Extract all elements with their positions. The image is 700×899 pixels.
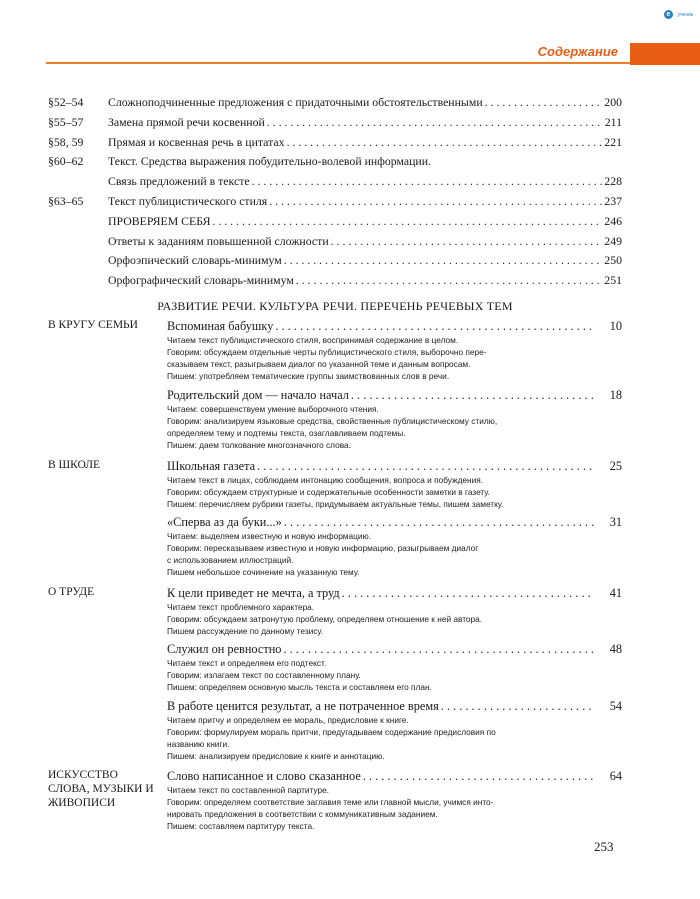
toc-title: Орфоэпический словарь-минимум xyxy=(108,253,282,268)
desc-line: Читаем текст публицистического стиля, воспринимая содержание в целом. xyxy=(167,335,459,345)
item-title: В работе ценится результат, а не потраченное время xyxy=(167,699,439,713)
desc-line: Читаем текст и определяем его подтекст. xyxy=(167,658,327,668)
desc-line: Говорим: определяем соответствие заглавия теме или главной мысли, учимся инто- xyxy=(167,796,494,807)
desc-line: Говорим: обсуждаем структурные и содержательные особенности заметки в газету. xyxy=(167,486,490,497)
toc-entry[interactable] xyxy=(48,192,622,212)
toc-page: 221 xyxy=(604,134,622,149)
desc-line: Читаем текст проблемного характера. xyxy=(167,602,315,612)
desc-line: Читаем текст в лицах, соблюдаем интонацию сообщения, вопроса и побуждения. xyxy=(167,475,484,485)
toc-title: Текст. Средства выражения побудительно-волевой информации. xyxy=(108,154,431,169)
desc-line: Читаем притчу и определяем ее мораль, предисловие к книге. xyxy=(167,715,409,725)
toc-title: Орфографический словарь-минимум xyxy=(108,273,294,288)
category-name: О ТРУДЕ xyxy=(48,586,95,598)
toc-entry[interactable] xyxy=(48,152,622,172)
desc-line: Пишем: употребляем тематические группы заимствованных слов в речи. xyxy=(167,370,450,381)
category-name: ИСКУССТВО СЛОВА, МУЗЫКИ И ЖИВОПИСИ xyxy=(48,769,154,809)
item-description xyxy=(167,475,602,511)
toc-item[interactable] xyxy=(167,514,622,579)
toc-item[interactable] xyxy=(167,698,622,763)
item-title: Служил он ревностно xyxy=(167,642,282,656)
desc-line: Говорим: формулируем мораль притчи, предугадываем содержание предисловия по xyxy=(167,726,496,737)
desc-line: Говорим: анализируем языковые средства, свойственные публицистическому стилю, xyxy=(167,415,498,426)
toc-title: Замена прямой речи косвенной xyxy=(108,114,265,129)
item-description xyxy=(167,658,602,694)
toc-entry[interactable] xyxy=(48,212,622,232)
toc-page: 200 xyxy=(604,95,622,109)
desc-line: Говорим: обсуждаем затронутую проблему, определяем отношение к ней автора. xyxy=(167,613,483,624)
header-rule xyxy=(46,62,630,64)
logo-text: ученик xyxy=(677,11,694,18)
desc-line: Пишем рассуждение по данному тезису. xyxy=(167,625,324,636)
toc-page: 251 xyxy=(604,273,622,288)
toc-entry[interactable] xyxy=(48,251,622,271)
item-page: 64 xyxy=(609,769,622,783)
toc-page: 246 xyxy=(604,213,622,228)
toc-num: §55–57 xyxy=(48,114,84,129)
toc-item[interactable] xyxy=(167,458,622,511)
item-title: Слово написанное и слово сказанное xyxy=(167,769,361,783)
toc-entry[interactable] xyxy=(48,113,622,133)
desc-line: Говорим: пересказываем известную и новую информацию, разыгрываем диалог xyxy=(167,542,479,553)
toc-item[interactable] xyxy=(167,585,622,638)
desc-line: нировать предложения в соответствии с коммуникативным заданием. xyxy=(167,808,438,819)
desc-line: Читаем текст по составленной партитуре. xyxy=(167,785,329,795)
publisher-logo xyxy=(664,6,694,20)
toc-page: 211 xyxy=(604,114,622,129)
item-page: 18 xyxy=(609,388,622,402)
desc-line: Пишем: определяем основную мысль текста и составляем его план. xyxy=(167,681,432,692)
desc-line: Говорим: обсуждаем отдельные черты публицистического стиля, выборочно пере- xyxy=(167,346,487,357)
item-description xyxy=(167,602,602,638)
toc-title: Ответы к заданиям повышенной сложности xyxy=(108,233,329,248)
toc-item[interactable] xyxy=(167,768,622,833)
toc-list xyxy=(48,93,622,291)
logo-mark: e xyxy=(664,10,673,19)
category-name: В ШКОЛЕ xyxy=(48,459,101,471)
toc-entry[interactable] xyxy=(48,133,622,153)
desc-line: Говорим: излагаем текст по составленному плану. xyxy=(167,669,361,680)
toc-num: §60–62 xyxy=(48,154,84,169)
desc-line: с использованием иллюстраций. xyxy=(167,554,294,565)
toc-entry[interactable] xyxy=(48,93,622,113)
item-description xyxy=(167,785,602,833)
toc-item[interactable] xyxy=(167,641,622,694)
toc-title: Прямая и косвенная речь в цитатах xyxy=(108,134,285,149)
toc-page: 228 xyxy=(604,174,622,189)
page-number: 253 xyxy=(594,839,614,854)
toc-title: Текст публицистического стиля xyxy=(108,193,268,208)
item-title: Родительский дом — начало начал xyxy=(167,388,349,402)
item-description xyxy=(167,531,602,579)
toc-num: §58, 59 xyxy=(48,134,84,149)
item-description xyxy=(167,404,602,452)
item-page: 31 xyxy=(609,515,622,529)
desc-line: Пишем небольшое сочинение на указанную тему. xyxy=(167,566,360,577)
toc-entry[interactable] xyxy=(48,271,622,291)
toc-title: ПРОВЕРЯЕМ СЕБЯ xyxy=(108,213,211,228)
category-name: В КРУГУ СЕМЬИ xyxy=(48,319,138,331)
header-title: Содержание xyxy=(537,44,618,59)
item-description xyxy=(167,715,602,763)
item-title: К цели приведет не мечта, а труд xyxy=(167,586,340,600)
desc-line: Пишем: даем толкование многозначного слова. xyxy=(167,439,351,450)
toc-page: 237 xyxy=(604,193,622,208)
item-description xyxy=(167,335,602,383)
section-title: РАЗВИТИЕ РЕЧИ. КУЛЬТУРА РЕЧИ. ПЕРЕЧЕНЬ РЕЧЕВЫХ ТЕМ xyxy=(157,299,513,313)
desc-line: сказываем текст, разыгрываем диалог по указанной теме и данным вопросам. xyxy=(167,358,471,369)
toc-num: §63–65 xyxy=(48,193,84,208)
item-page: 48 xyxy=(609,642,622,656)
desc-line: Пишем: перечисляем рубрики газеты, придумываем актуальные темы, пишем заметку. xyxy=(167,498,504,509)
toc-page: 249 xyxy=(604,233,622,248)
toc-num: §52–54 xyxy=(48,95,84,109)
page-header xyxy=(0,43,700,65)
toc-title: Связь предложений в тексте xyxy=(108,174,250,189)
toc-item[interactable] xyxy=(167,387,622,452)
toc-item[interactable] xyxy=(167,318,622,383)
toc-entry[interactable] xyxy=(48,232,622,252)
item-page: 25 xyxy=(609,459,622,473)
toc-title: Сложноподчиненные предложения с придаточными обстоятельственными xyxy=(108,95,483,109)
desc-line: Читаем: выделяем известную и новую информацию. xyxy=(167,531,372,541)
desc-line: Пишем: анализируем предисловие к книге и аннотацию. xyxy=(167,750,385,761)
item-title: «Сперва аз да буки...» xyxy=(167,515,282,529)
toc-page: 250 xyxy=(604,253,622,268)
item-page: 10 xyxy=(609,319,622,333)
item-title: Школьная газета xyxy=(167,459,256,473)
desc-line: названию книги. xyxy=(167,738,230,749)
desc-line: Читаем: совершенствуем умение выборочного чтения. xyxy=(167,404,379,414)
item-page: 54 xyxy=(609,699,622,713)
toc-entry[interactable] xyxy=(48,172,622,192)
desc-line: Пишем: составляем партитуру текста. xyxy=(167,820,315,831)
header-accent-bar xyxy=(630,43,700,65)
item-page: 41 xyxy=(609,586,622,600)
item-title: Вспоминая бабушку xyxy=(167,319,274,333)
desc-line: определяем тему и подтемы текста, озаглавливаем подтемы. xyxy=(167,427,406,438)
